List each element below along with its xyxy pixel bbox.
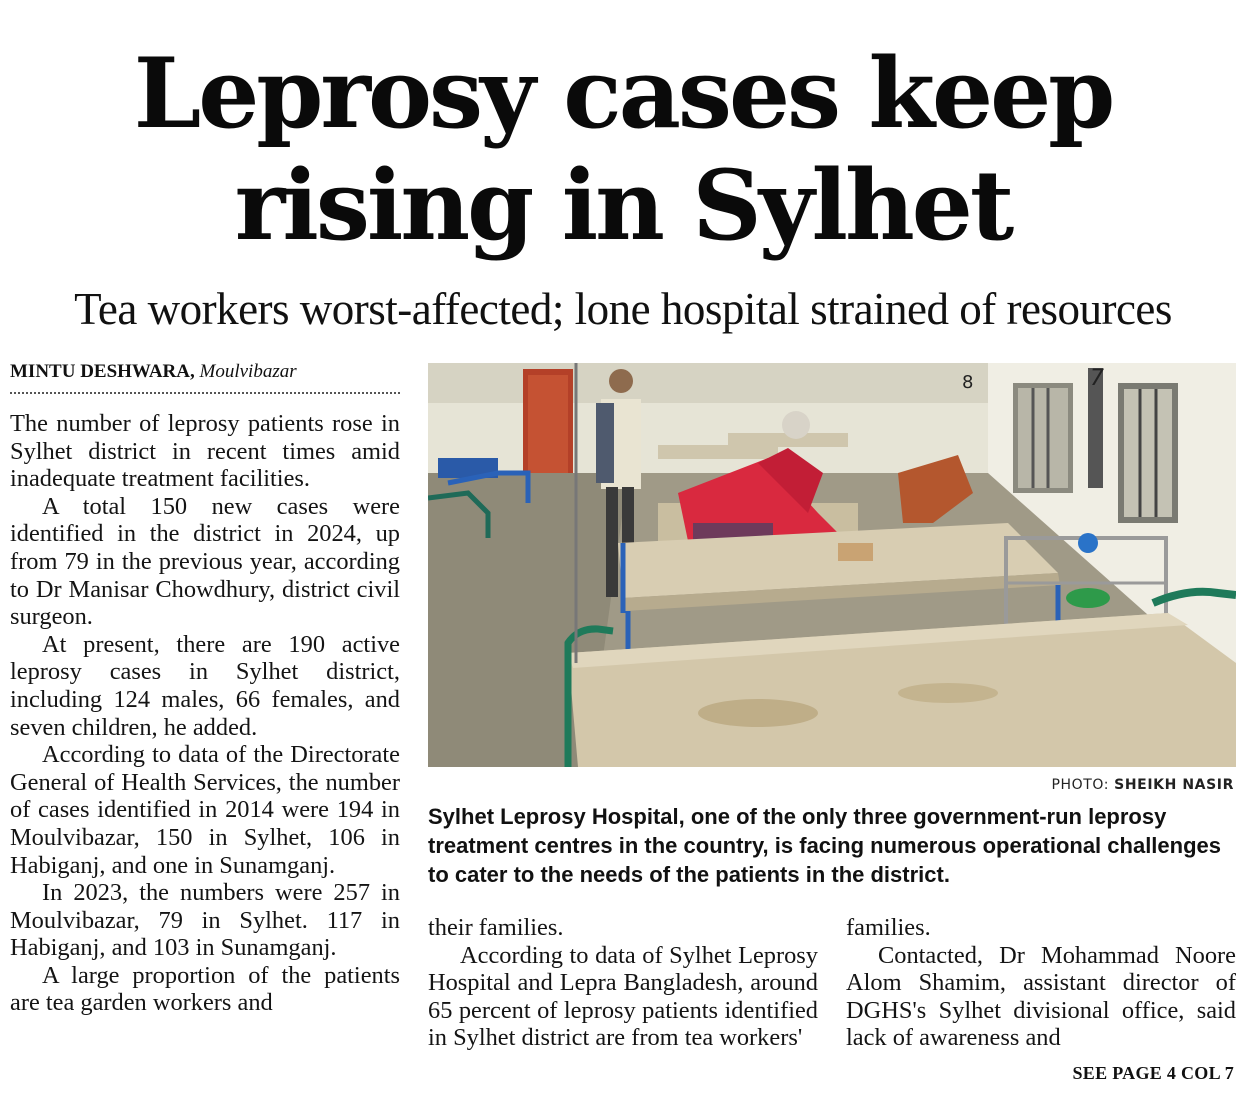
patient-head xyxy=(782,411,810,439)
headline xyxy=(40,38,1206,262)
paragraph: their families. xyxy=(428,914,564,941)
photo-credit-name: SHEIKH NASIR xyxy=(1114,777,1234,793)
byline-location: Moulvibazar xyxy=(199,361,297,382)
photo-illustration xyxy=(428,363,1236,767)
paragraph: According to data of Sylhet Leprosy Hospital and Lepra Bangladesh, around 65 percent of leprosy patients identified in Sylhet district are from tea workers' xyxy=(428,941,818,1052)
paragraph: families. xyxy=(846,914,931,941)
man-vest xyxy=(596,403,614,483)
red-door-panel xyxy=(528,375,568,485)
paragraph: A total 150 new cases were identified in the district in 2024, up from 79 in the previous year, according to Dr Manisar Chowdhury, district civil surgeon. xyxy=(10,492,400,631)
man-leg xyxy=(606,487,618,597)
byline-author: MINTU DESHWARA, xyxy=(10,361,195,382)
continuation-note[interactable]: SEE PAGE 4 COL 7 xyxy=(1072,1063,1234,1083)
paragraph: According to data of the Directorate General of Health Services, the number of cases identified in 2014 were 194 in Moulvibazar, 150 in Sylhet, 106 in Habiganj, and one in Sunamganj. xyxy=(10,741,400,879)
paragraph: The number of leprosy patients rose in Sylhet district in recent times amid inadequate treatment facilities. xyxy=(10,410,400,493)
paragraph: In 2023, the numbers were 257 in Moulvibazar, 79 in Sylhet. 117 in Habiganj, and 103 in Sunamganj. xyxy=(10,879,400,962)
window-pane xyxy=(1124,389,1172,517)
bed-back xyxy=(658,445,778,459)
article-column-1 xyxy=(10,410,400,1017)
photo-credit xyxy=(1051,776,1234,794)
byline xyxy=(10,360,400,394)
window-pane xyxy=(1018,388,1068,488)
headline-line-2: rising in Sylhet xyxy=(234,149,1012,262)
bed-number-left: 8 xyxy=(962,372,974,393)
article-column-3 xyxy=(846,914,1236,1052)
green-bag xyxy=(1066,588,1110,608)
box xyxy=(838,543,873,561)
hospital-ward-photo xyxy=(428,363,1236,767)
man-head xyxy=(609,369,633,393)
paragraph: Contacted, Dr Mohammad Noore Alom Shamim, assistant director of DGHS's Sylhet divisional office, said lack of awareness and xyxy=(846,941,1236,1052)
bed-number-right: 7 xyxy=(1090,366,1104,391)
paragraph: A large proportion of the patients are tea garden workers and xyxy=(10,961,400,1017)
subheadline: Tea workers worst-affected; lone hospital strained of resources xyxy=(74,284,1172,334)
blue-bag xyxy=(1078,533,1098,553)
stain xyxy=(698,699,818,727)
photo-credit-prefix: PHOTO: xyxy=(1051,777,1110,793)
article-column-2 xyxy=(428,914,818,1052)
paragraph: At present, there are 190 active leprosy cases in Sylhet district, including 124 males, 66 females, and seven children, he added. xyxy=(10,630,400,741)
headline-line-1: Leprosy cases keep xyxy=(133,37,1113,150)
stain xyxy=(898,683,998,703)
photo-caption: Sylhet Leprosy Hospital, one of the only three government-run leprosy treatment centres in the country, is facing numerous operational challenges to cater to the needs of the patients in the district. xyxy=(428,804,1221,887)
